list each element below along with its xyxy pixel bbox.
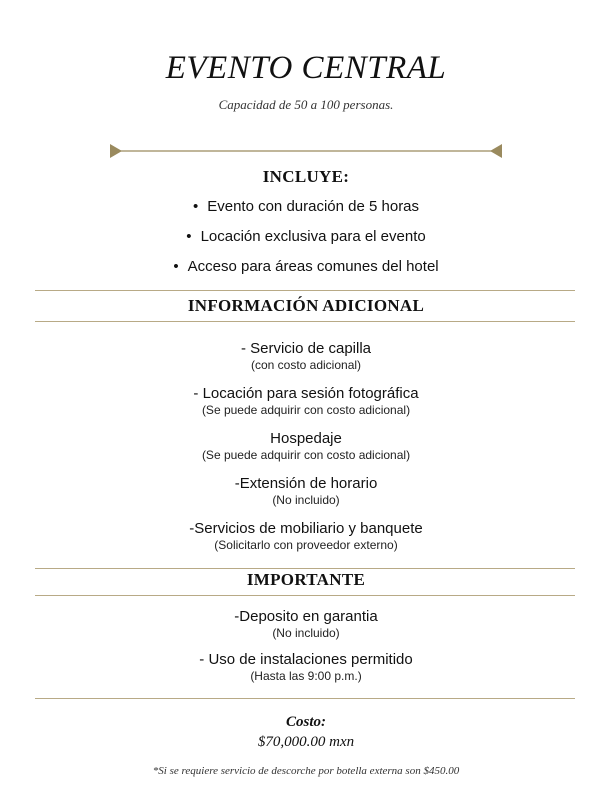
item-note: (Solicitarlo con proveedor externo) — [214, 538, 398, 552]
cost-label: Costo: — [285, 714, 326, 730]
includes-list — [0, 197, 612, 287]
list-item — [0, 227, 612, 257]
gold-arrow-divider — [110, 143, 502, 159]
item-note: (Hasta las 9:00 p.m.) — [250, 669, 362, 683]
item-note: (No incluido) — [272, 626, 340, 640]
section-divider — [35, 698, 575, 699]
item-title: Hospedaje — [270, 430, 342, 447]
list-item — [0, 475, 612, 508]
list-item — [0, 520, 612, 553]
right-arrow-icon — [490, 144, 502, 158]
corkage-footnote: *Si se requiere servicio de descorche por botella externa son $450.00 — [152, 765, 460, 777]
includes-heading: INCLUYE: — [262, 167, 350, 186]
item-note: (Se puede adquirir con costo adicional) — [201, 448, 411, 462]
item-title: - Servicio de capilla — [240, 340, 372, 357]
list-item — [0, 608, 612, 641]
section-divider — [35, 568, 575, 569]
cost-value: $70,000.00 mxn — [257, 734, 355, 750]
include-item-text: Acceso para áreas comunes del hotel — [187, 258, 439, 275]
page-title: EVENTO CENTRAL — [165, 50, 447, 86]
item-title: -Deposito en garantia — [234, 608, 378, 625]
section-divider — [35, 595, 575, 596]
list-item — [0, 340, 612, 373]
item-title: -Servicios de mobiliario y banquete — [189, 520, 423, 537]
include-item-text: Locación exclusiva para el evento — [200, 228, 426, 245]
list-item — [0, 197, 612, 227]
list-item — [0, 651, 612, 684]
additional-info-heading: INFORMACIÓN ADICIONAL — [187, 296, 425, 315]
list-item — [0, 430, 612, 463]
item-note: (con costo adicional) — [250, 358, 362, 372]
bullet-icon: • — [173, 258, 179, 275]
capacity-subtitle: Capacidad de 50 a 100 personas. — [218, 97, 394, 112]
list-item — [0, 385, 612, 418]
item-title: -Extensión de horario — [234, 475, 378, 492]
section-divider — [35, 290, 575, 291]
item-title: - Locación para sesión fotográfica — [193, 385, 419, 402]
item-note: (No incluido) — [272, 493, 340, 507]
list-item — [0, 257, 612, 287]
bullet-icon: • — [186, 228, 192, 245]
important-heading: IMPORTANTE — [246, 570, 366, 589]
item-title: - Uso de instalaciones permitido — [199, 651, 413, 668]
bullet-icon: • — [192, 198, 199, 215]
section-divider — [35, 321, 575, 322]
include-item-text: Evento con duración de 5 horas — [207, 198, 420, 215]
item-note: (Se puede adquirir con costo adicional) — [201, 403, 411, 417]
